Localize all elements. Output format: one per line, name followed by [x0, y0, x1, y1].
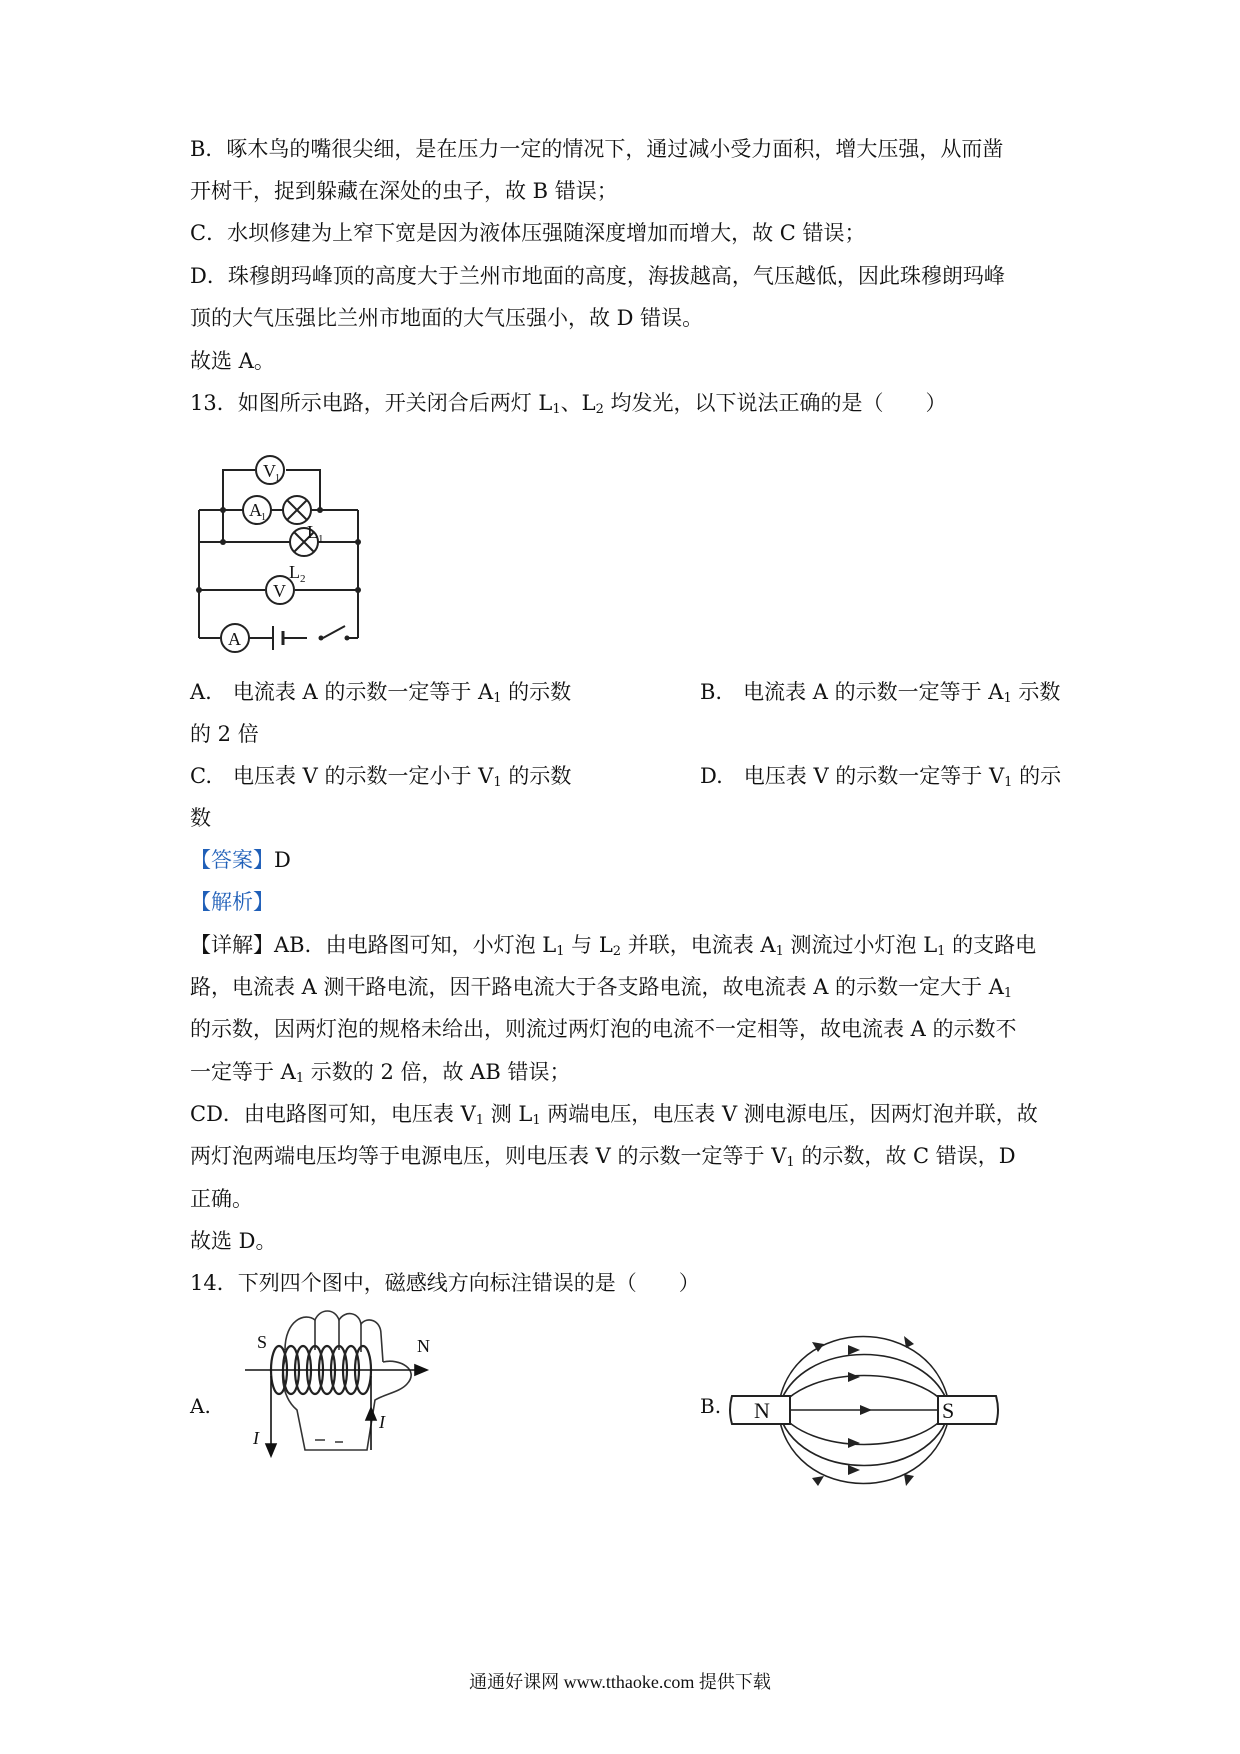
q13-select: 故选 D。 [190, 1229, 277, 1253]
q13-answer: 【答案】D [190, 848, 291, 872]
svg-text:2: 2 [300, 573, 306, 585]
text-line-select-12: 故选 A。 [190, 349, 275, 373]
fig-a-label-i-left: I [253, 1428, 259, 1448]
svg-text:1: 1 [261, 512, 266, 523]
fig-a-label-n: N [417, 1336, 430, 1356]
text-line-d2: 顶的大气压强比兰州市地面的大气压强小，故 D 错误。 [190, 306, 704, 330]
q14-option-a-label: A. [190, 1394, 211, 1418]
svg-text:1: 1 [275, 473, 280, 484]
question-13-stem: 13．如图所示电路，开关闭合后两灯 $L_1$、$L_2$ 均发光，以下说法正确的是（ ） [190, 391, 947, 417]
q13-option-b: B. 电流表 A 的示数一定等于 $A_1$ 示数 [700, 680, 1061, 706]
fig-a-label-s: S [257, 1332, 268, 1352]
q13-option-d-cont: 数 [190, 806, 211, 830]
q13-option-a: A. 电流表 A 的示数一定等于 $A_1$ 的示数 [190, 680, 572, 706]
svg-text:1: 1 [318, 533, 324, 545]
q14-option-b-label: B. [700, 1394, 722, 1418]
q13-explain-1: 【详解】AB．由电路图可知，小灯泡 $L_1$ 与 $L_2$ 并联，电流表 $A_1$ 测流过小灯泡 $L_1$ 的支路电 [190, 933, 1037, 959]
circuit-label-v1: V [263, 461, 276, 481]
text-line-c1: C．水坝修建为上窄下宽是因为液体压强随深度增加而增大，故 C 错误； [190, 221, 866, 245]
fig-b-label-s: S [942, 1398, 955, 1423]
text-line-d1: D．珠穆朗玛峰顶的高度大于兰州市地面的高度，海拔越高，气压越低，因此珠穆朗玛峰 [190, 264, 1005, 288]
circuit-label-v: V [273, 581, 286, 601]
q13-option-c: C. 电压表 V 的示数一定小于 $V_1$ 的示数 [190, 764, 572, 790]
page-footer: 通通好课网 www.tthaoke.com 提供下载 [469, 1672, 771, 1692]
circuit-diagram [185, 440, 415, 660]
circuit-label-l1: L [307, 522, 318, 542]
bar-magnet-field-figure [728, 1318, 1008, 1508]
fig-b-label-n: N [754, 1398, 770, 1423]
q13-explain-4: 一定等于 $A_1$ 示数的 2 倍，故 AB 错误； [190, 1060, 571, 1086]
q13-explain-5: CD．由电路图可知，电压表 $V_1$ 测 $L_1$ 两端电压，电压表 V 测电源电压，因两灯泡并联，故 [190, 1102, 1038, 1128]
q13-explain-3: 的示数，因两灯泡的规格未给出，则流过两灯泡的电流不一定相等，故电流表 A 的示数不 [190, 1017, 1017, 1041]
fig-a-label-i-right: I [379, 1412, 385, 1432]
circuit-label-a1: A [249, 500, 262, 520]
q13-explain-7: 正确。 [190, 1187, 253, 1211]
q13-option-b-cont: 的 2 倍 [190, 722, 259, 746]
text-line-b2: 开树干，捉到躲藏在深处的虫子，故 B 错误； [190, 179, 618, 203]
question-14-stem: 14．下列四个图中，磁感线方向标注错误的是（ ） [190, 1271, 700, 1295]
circuit-label-a: A [228, 629, 241, 649]
text-line-b1: B．啄木鸟的嘴很尖细，是在压力一定的情况下，通过减小受力面积，增大压强，从而凿 [190, 137, 1004, 161]
q13-option-d: D. 电压表 V 的示数一定等于 $V_1$ 的示 [700, 764, 1062, 790]
q13-explain-6: 两灯泡两端电压均等于电源电压，则电压表 V 的示数一定等于 $V_1$ 的示数，故 C 错误，D [190, 1144, 1016, 1170]
q13-analysis-tag: 【解析】 [190, 890, 274, 914]
solenoid-hand-figure [235, 1300, 465, 1470]
circuit-label-l2: L [289, 562, 300, 582]
q13-explain-2: 路，电流表 A 测干路电流，因干路电流大于各支路电流，故电流表 A 的示数一定大于 $A_1$ [190, 975, 1013, 1001]
